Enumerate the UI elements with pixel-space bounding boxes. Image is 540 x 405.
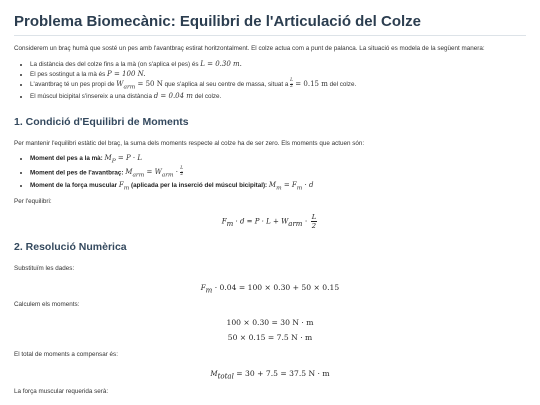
math-forearm-weight: $W_{arm} = 50$ N bbox=[116, 80, 163, 91]
list-item-forearm: • L'avantbraç té un pes propi de $W_{arm} = 50$ N que s'aplica al seu centre de massa, situat a $\frac{L}{2} = 0.15$ m del colze. bbox=[30, 79, 356, 92]
equation-total: $M_{total} = 30 + 7.5 = 37.5$ N · m bbox=[210, 369, 330, 381]
section-heading-2: 2. Resolució Numèrica bbox=[14, 241, 127, 253]
math-moment-weight: $M_P = P \cdot L$ bbox=[104, 154, 142, 165]
page-title: Problema Biomecànic: Equilibri de l'Articulació del Colze bbox=[14, 13, 421, 30]
math-moment-forearm: $M_{arm} = W_{arm}$ · $\frac{L}{2}$ bbox=[125, 165, 184, 179]
intro-paragraph: Considerem un braç humà que sosté un pes amb l'avantbraç estirat horitzontalment. El colze actua com a punt de palanca. La situació es modela de la següent manera: bbox=[14, 45, 485, 52]
calc-label: Calculem els moments: bbox=[14, 301, 80, 308]
equation-calc-1: 100 × 0.30 = 30 N · m bbox=[226, 318, 314, 327]
title-divider bbox=[14, 35, 526, 36]
math-length: L = 0.30 m. bbox=[200, 60, 242, 68]
total-label: El total de moments a compensar és: bbox=[14, 351, 118, 358]
equilibrium-label: Per l'equilibri: bbox=[14, 198, 52, 205]
math-moment-muscle: $M_m = F_m \cdot d$ bbox=[268, 180, 314, 192]
force-label: La força muscular requerida serà: bbox=[14, 388, 109, 395]
list-item-moment-weight: • Moment del pes a la mà: $M_P = P \cdot L$ bbox=[30, 154, 313, 167]
moments-list bbox=[14, 154, 313, 194]
substitution-label: Substituïm les dades: bbox=[14, 265, 75, 272]
equation-substitution: $F_m \cdot 0.04 = 100 \times 0.30 + 50 \times 0.15$ bbox=[200, 283, 340, 295]
math-insertion: d = 0.04 m bbox=[153, 92, 193, 101]
parameter-list bbox=[14, 60, 356, 102]
equation-calc-2: 50 × 0.15 = 7.5 N · m bbox=[227, 333, 313, 342]
math-half-length: $\frac{L}{2}$ bbox=[290, 78, 294, 89]
list-item-insertion: • El múscul bicipital s'insereix a una distància d = 0.04 m del colze. bbox=[30, 92, 356, 102]
list-item-weight: • El pes sostingut a la mà és P = 100 N. bbox=[30, 70, 356, 80]
section1-paragraph: Per mantenir l'equilibri estàtic del braç, la suma dels moments respecte al colze ha de ser zero. Els moments que actuen són: bbox=[14, 140, 365, 147]
list-item-length: • La distància des del colze fins a la mà (on s'aplica el pes) és L = 0.30 m. bbox=[30, 60, 356, 70]
list-item-moment-forearm: • Moment del pes de l'avantbraç: $M_{arm} = W_{arm}$ · $\frac{L}{2}$ bbox=[30, 167, 313, 181]
equation-equilibrium: $F_m \cdot d = P \cdot L + W_{arm}$ · $\frac{L}{2}$ bbox=[221, 213, 317, 230]
math-weight: P = 100 N. bbox=[107, 69, 146, 78]
list-item-moment-muscle: • Moment de la força muscular $F_m$ (aplicada per la inserció del múscul bicipital): $M_m = F_m \cdot d$ bbox=[30, 181, 313, 194]
section-heading-1: 1. Condició d'Equilibri de Moments bbox=[14, 116, 189, 128]
